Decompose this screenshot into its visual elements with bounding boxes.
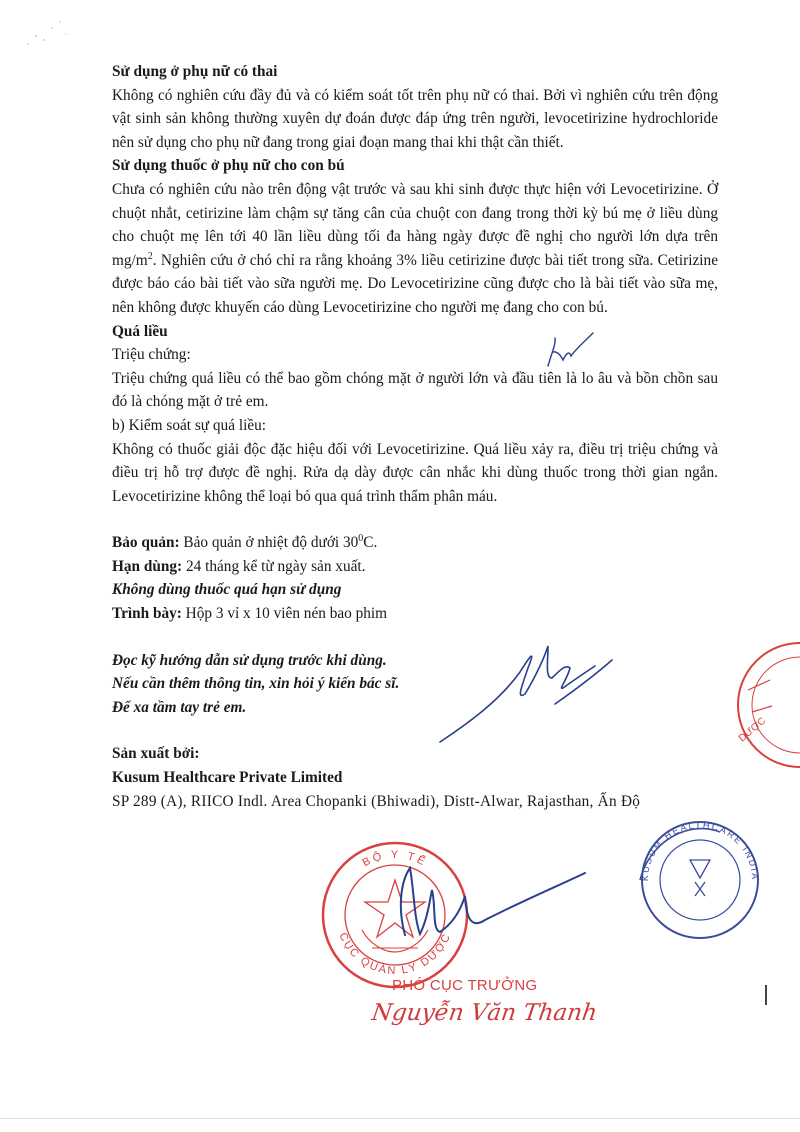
storage-label: Bảo quản:	[112, 534, 180, 552]
spacer	[112, 719, 718, 742]
expiry-line	[112, 555, 718, 579]
svg-text:KUSUM HEALTHCARE INDIA	[640, 820, 760, 881]
breastfeeding-text-part2: . Nghiên cứu ở chó chỉ ra rằng khoảng 3% liều cetirizine được bài tiết trong sữa. Cetirizine được báo cáo bài tiết vào sữa người mẹ. Do Levocetirizine cũng được cho là bài tiết vào sữa mẹ, nên không được khuyến cáo dùng Levocetirizine cho người mẹ đang cho con bú.	[112, 251, 718, 316]
presentation-value: Hộp 3 vỉ x 10 viên nén bao phim	[181, 605, 388, 623]
spacer	[112, 626, 718, 649]
warning-keep-away-children: Để xa tầm tay trẻ em.	[112, 698, 247, 716]
manufacturer-name: Kusum Healthcare Private Limited	[112, 769, 343, 787]
stamp-right-text: DƯỢC	[736, 715, 769, 745]
red-stamp-left	[323, 843, 467, 987]
page-bottom-edge	[0, 1118, 800, 1119]
document-body	[112, 60, 718, 813]
expiry-value: 24 tháng kể từ ngày sản xuất.	[182, 557, 366, 575]
stamp-left-bottom-text: CỤC QUẢN LÝ DƯỢC	[336, 930, 454, 978]
red-stamp-right-edge	[737, 643, 800, 767]
presentation-line	[112, 602, 718, 626]
overdose-symptoms-body: Triệu chứng quá liều có thể bao gồm chóng mặt ở người lớn và đầu tiên là lo âu và bồn chồn sau đó là chóng mặt ở trẻ em.	[112, 369, 718, 411]
storage-line	[112, 531, 718, 555]
svg-text:BỘ Y TẾ	[361, 849, 430, 869]
blue-company-stamp	[640, 820, 760, 938]
warning-ask-doctor: Nếu cần thêm thông tin, xin hỏi ý kiến bác sĩ.	[112, 675, 400, 693]
presentation-label: Trình bày:	[112, 605, 182, 623]
paragraph-pregnancy: Không có nghiên cứu đầy đủ và có kiểm soát tốt trên phụ nữ có thai. Bởi vì nghiên cứu trên động vật sinh sản không thường xuyên dự đoán được đáp ứng trên người, levocetirizine hydrochloride nên sử dụng cho phụ nữ đang trong giai đoạn mang thai khi thật cần thiết.	[112, 86, 718, 151]
margin-mark	[765, 985, 767, 1005]
expiry-label: Hạn dùng:	[112, 557, 183, 575]
signature-name: Nguyễn Văn Thanh	[370, 1000, 599, 1026]
signature-title: PHÓ CỤC TRƯỞNG	[392, 977, 538, 994]
warning-read-instructions: Đọc kỹ hướng dẫn sử dụng trước khi dùng.	[112, 651, 387, 669]
heading-overdose: Quá liều	[112, 322, 168, 340]
breastfeeding-superscript: 2	[147, 250, 153, 262]
heading-pregnancy: Sử dụng ở phụ nữ có thai	[112, 63, 278, 80]
manufacturer-label: Sản xuất bởi:	[112, 745, 200, 763]
stamp-kusum-text: KUSUM HEALTHCARE INDIA	[639, 819, 761, 882]
storage-unit: C.	[363, 534, 378, 552]
stamp-left-top-text: BỘ Y TẾ	[360, 848, 430, 870]
heading-breastfeeding: Sử dụng thuốc ở phụ nữ cho con bú	[112, 157, 345, 175]
breastfeeding-text-part1: Chưa có nghiên cứu nào trên động vật trước và sau khi sinh được thực hiện với Levocetirizine. Ở chuột nhắt, cetirizine làm chậm sự tăng cân của chuột con đang trong thời kỳ bú mẹ ở liều dùng cho chuột mẹ lên tới 40 lần liều dùng tối đa hàng ngày được đề nghị cho người lớn dựa trên mg/m	[112, 180, 718, 269]
storage-value: Bảo quản ở nhiệt độ dưới 30	[179, 534, 359, 552]
spacer	[112, 508, 718, 531]
overdose-control-body: Không có thuốc giải độc đặc hiệu đối với Levocetirizine. Quá liều xảy ra, điều trị triệu chứng và điều trị hỗ trợ được đề nghị. Rửa dạ dày được cân nhắc khi dùng thuốc trong thời gian ngắn. Levocetirizine không thể loại bỏ qua quá trình thẩm phân máu.	[112, 440, 718, 505]
paragraph-breastfeeding	[112, 178, 718, 320]
expiry-warning: Không dùng thuốc quá hạn sử dụng	[112, 581, 342, 599]
scan-specks	[27, 21, 66, 44]
overdose-symptoms-label: Triệu chứng:	[112, 346, 191, 364]
storage-superscript: 0	[358, 533, 364, 545]
manufacturer-address: SP 289 (A), RIICO Indl. Area Chopanki (Bhiwadi), Distt-Alwar, Rajasthan, Ấn Độ	[112, 792, 641, 810]
overdose-control-label: b) Kiểm soát sự quá liều:	[112, 416, 267, 434]
official-signature	[401, 868, 585, 935]
svg-text:CỤC QUẢN LÝ DƯỢC	[336, 931, 453, 977]
